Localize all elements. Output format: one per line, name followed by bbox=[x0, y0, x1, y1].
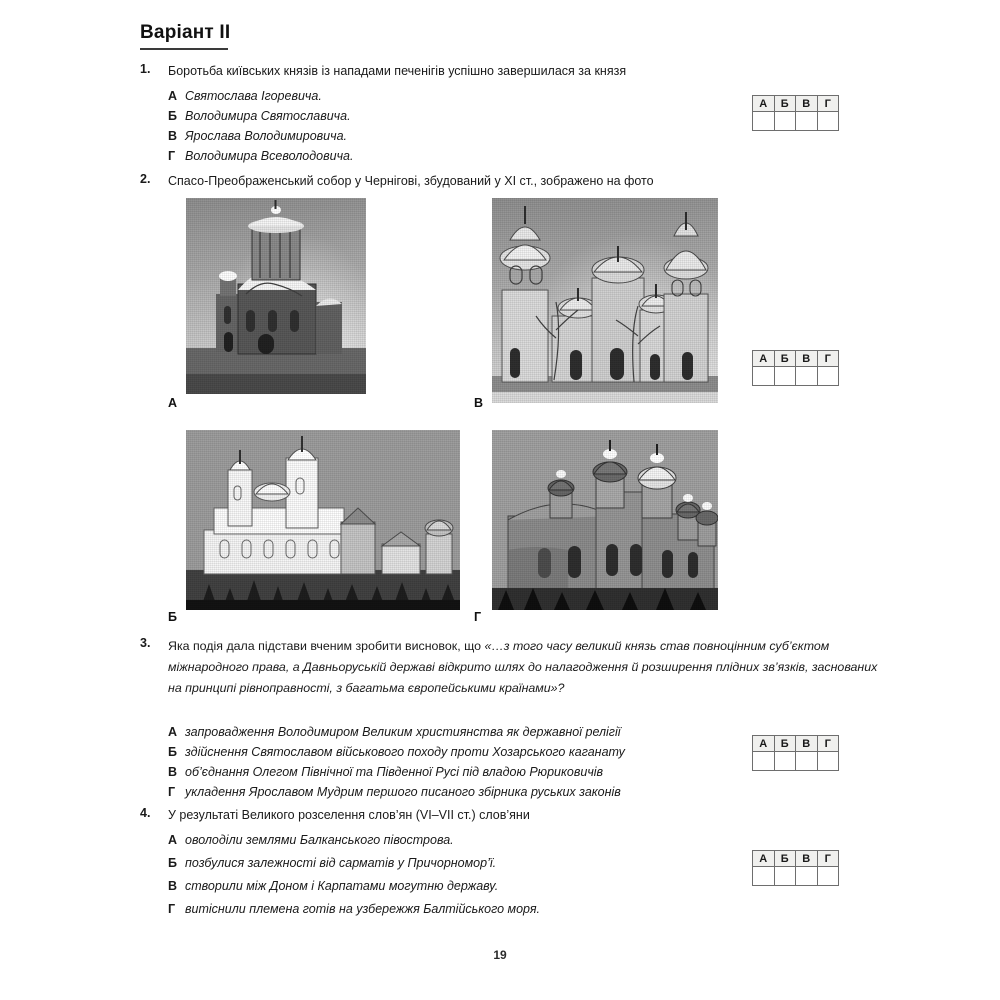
option-row[interactable] bbox=[168, 146, 353, 166]
answer-grid-header-v: В bbox=[796, 96, 818, 112]
answer-cell-b[interactable] bbox=[774, 752, 796, 771]
question-4-stem: У результаті Великого розселення слов’ян (VI–VII ст.) слов’яни bbox=[168, 808, 530, 822]
option-text: об’єднання Олегом Північної та Південної Русі під владою Рюриковичів bbox=[185, 765, 604, 779]
option-letter: Г bbox=[168, 785, 176, 799]
answer-grid-header-a: А bbox=[753, 851, 775, 867]
option-letter: В bbox=[168, 129, 178, 143]
page-title: Варіант ІІ bbox=[140, 22, 231, 43]
option-row[interactable] bbox=[168, 852, 540, 875]
answer-grid-question-3[interactable] bbox=[752, 735, 839, 771]
question-3-stem-plain: Яка подія дала підстави вченим зробити висновок, що bbox=[168, 639, 485, 653]
option-letter: Б bbox=[168, 109, 177, 123]
answer-cell-g[interactable] bbox=[817, 112, 839, 131]
question-1-options bbox=[168, 86, 353, 166]
option-row[interactable] bbox=[168, 898, 540, 921]
option-row[interactable] bbox=[168, 86, 353, 106]
option-text: Святослава Ігоревича. bbox=[185, 89, 322, 103]
option-text: Володимира Святославича. bbox=[185, 109, 351, 123]
page-number: 19 bbox=[493, 948, 507, 962]
answer-cell-v[interactable] bbox=[796, 867, 818, 886]
option-text: здійснення Святославом військового походу проти Хозарського каганату bbox=[185, 745, 625, 759]
answer-grid-header-b: Б bbox=[774, 351, 796, 367]
answer-grid-header-a: А bbox=[753, 351, 775, 367]
question-3-number: 3. bbox=[140, 636, 151, 650]
answer-grid-header-b: Б bbox=[774, 851, 796, 867]
option-text: оволоділи землями Балканського півострова. bbox=[185, 833, 454, 847]
question-2-number: 2. bbox=[140, 172, 151, 186]
answer-grid-header-b: Б bbox=[774, 96, 796, 112]
answer-cell-b[interactable] bbox=[774, 867, 796, 886]
question-3-stem-quote: «…з того часу великий князь став повноцінним суб’єктом міжнародного права, а Давньоруській державі відкрито шлях до налагодження й розширення плідних зв’язків, заснованих на принципі рівноправності, з багатьма європейськими країнами»? bbox=[168, 639, 878, 695]
figure-v-label: В bbox=[474, 396, 484, 410]
question-3-stem bbox=[168, 636, 880, 699]
answer-cell-a[interactable] bbox=[753, 112, 775, 131]
photo-v[interactable] bbox=[492, 198, 718, 403]
question-4-number: 4. bbox=[140, 806, 151, 820]
question-1 bbox=[140, 62, 626, 81]
question-1-stem: Боротьба київських князів із нападами печенігів успішно завершилася за князя bbox=[168, 64, 627, 78]
option-letter: Б bbox=[168, 745, 177, 759]
option-text: позбулися залежності від сарматів у Причорномор’ї. bbox=[185, 856, 497, 870]
option-letter: Б bbox=[168, 856, 177, 870]
answer-cell-b[interactable] bbox=[774, 367, 796, 386]
answer-cell-g[interactable] bbox=[817, 867, 839, 886]
photo-b-texture bbox=[186, 430, 460, 610]
question-3 bbox=[140, 636, 880, 699]
photo-g-texture bbox=[492, 430, 718, 610]
answer-grid-header-v: В bbox=[796, 351, 818, 367]
option-letter: Г bbox=[168, 149, 176, 163]
option-row[interactable] bbox=[168, 106, 353, 126]
question-4-options bbox=[168, 829, 540, 921]
option-letter: В bbox=[168, 765, 178, 779]
question-3-options bbox=[168, 722, 625, 802]
answer-grid-question-2[interactable] bbox=[752, 350, 839, 386]
option-text: Володимира Всеволодовича. bbox=[185, 149, 354, 163]
figure-g-label: Г bbox=[474, 610, 482, 624]
answer-grid-header-b: Б bbox=[774, 736, 796, 752]
option-row[interactable] bbox=[168, 126, 353, 146]
option-row[interactable] bbox=[168, 782, 625, 802]
option-text: запровадження Володимиром Великим християнства як державної релігії bbox=[185, 725, 621, 739]
photo-v-texture bbox=[492, 198, 718, 403]
photo-a-texture bbox=[186, 198, 366, 394]
option-text: Ярослава Володимировича. bbox=[185, 129, 348, 143]
answer-grid-question-1[interactable] bbox=[752, 95, 839, 131]
question-2-stem: Спасо-Преображенський собор у Чернігові, збудований у ХІ ст., зображено на фото bbox=[168, 174, 654, 188]
answer-grid-header-g: Г bbox=[817, 351, 839, 367]
figure-b-label: Б bbox=[168, 610, 177, 624]
option-text: укладення Ярославом Мудрим першого писаного збірника руських законів bbox=[185, 785, 621, 799]
answer-cell-g[interactable] bbox=[817, 367, 839, 386]
answer-cell-v[interactable] bbox=[796, 112, 818, 131]
option-letter: А bbox=[168, 89, 178, 103]
option-row[interactable] bbox=[168, 722, 625, 742]
option-letter: В bbox=[168, 879, 178, 893]
answer-cell-a[interactable] bbox=[753, 367, 775, 386]
figure-a-label: А bbox=[168, 396, 178, 410]
option-row[interactable] bbox=[168, 829, 540, 852]
question-1-number: 1. bbox=[140, 62, 151, 76]
option-letter: А bbox=[168, 833, 178, 847]
option-letter: А bbox=[168, 725, 178, 739]
option-row[interactable] bbox=[168, 875, 540, 898]
answer-cell-v[interactable] bbox=[796, 752, 818, 771]
answer-cell-a[interactable] bbox=[753, 867, 775, 886]
answer-cell-a[interactable] bbox=[753, 752, 775, 771]
question-4 bbox=[140, 806, 530, 825]
answer-grid-question-4[interactable] bbox=[752, 850, 839, 886]
option-text: створили між Доном і Карпатами могутню державу. bbox=[185, 879, 499, 893]
answer-grid-header-a: А bbox=[753, 736, 775, 752]
answer-grid-header-g: Г bbox=[817, 736, 839, 752]
photo-b[interactable] bbox=[186, 430, 460, 610]
option-row[interactable] bbox=[168, 742, 625, 762]
answer-cell-b[interactable] bbox=[774, 112, 796, 131]
answer-grid-header-v: В bbox=[796, 736, 818, 752]
answer-grid-header-g: Г bbox=[817, 851, 839, 867]
title-underline bbox=[140, 48, 228, 50]
answer-grid-header-g: Г bbox=[817, 96, 839, 112]
photo-a[interactable] bbox=[186, 198, 366, 394]
option-text: витіснили племена готів на узбережжя Балтійського моря. bbox=[185, 902, 541, 916]
answer-cell-v[interactable] bbox=[796, 367, 818, 386]
option-row[interactable] bbox=[168, 762, 625, 782]
question-2 bbox=[140, 172, 654, 191]
photo-g[interactable] bbox=[492, 430, 718, 610]
answer-cell-g[interactable] bbox=[817, 752, 839, 771]
option-letter: Г bbox=[168, 902, 176, 916]
answer-grid-header-a: А bbox=[753, 96, 775, 112]
answer-grid-header-v: В bbox=[796, 851, 818, 867]
